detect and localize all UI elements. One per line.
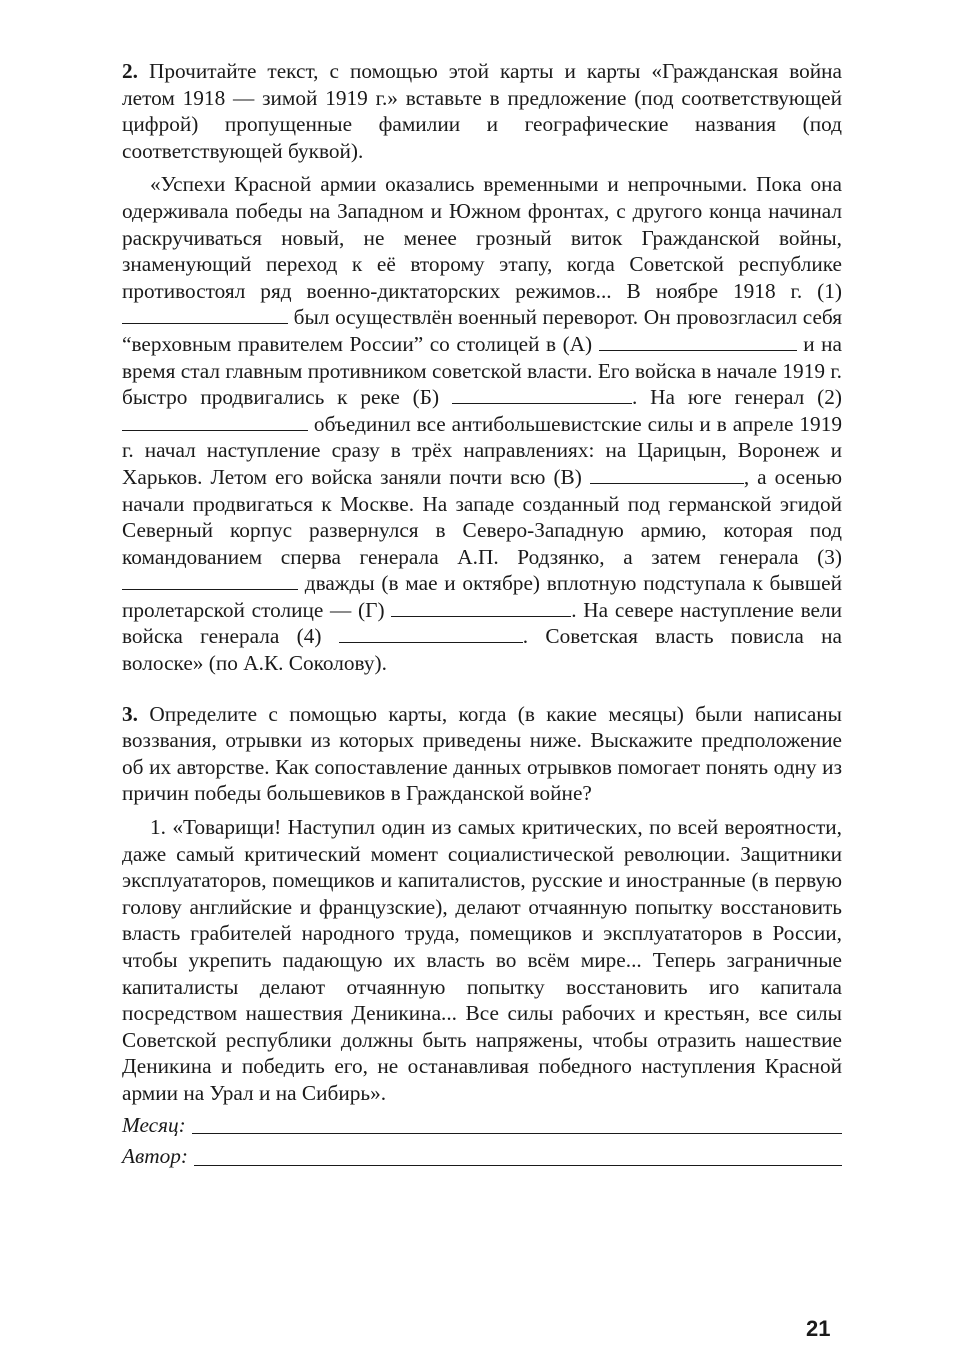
- passage-part: . На севере наступление вели войска генерала (4): [122, 597, 842, 649]
- blank-a[interactable]: [599, 333, 797, 351]
- blank-2[interactable]: [122, 413, 308, 431]
- task-2-intro: [122, 58, 842, 164]
- blank-1[interactable]: [122, 306, 288, 324]
- author-answer-row: [122, 1143, 842, 1170]
- task-2-number: 2.: [122, 59, 138, 83]
- blank-v[interactable]: [590, 466, 744, 484]
- author-label: Автор:: [122, 1144, 189, 1169]
- task-3-number: 3.: [122, 701, 138, 726]
- page-content: [122, 58, 842, 1170]
- blank-3[interactable]: [122, 572, 298, 590]
- month-label: Месяц:: [122, 1112, 186, 1137]
- author-answer-line[interactable]: [194, 1147, 842, 1166]
- month-answer-row: [122, 1112, 842, 1139]
- task-2-passage: [122, 171, 842, 676]
- blank-b[interactable]: [452, 386, 632, 404]
- passage-part: и на время стал главным противником советской власти. Его войска в начале 1919 г. быстро продвигались к реке (Б): [122, 331, 842, 410]
- passage-part: дважды (в мае и октябре) вплотную подступала к бывшей пролетарской столице — (Г): [122, 571, 842, 622]
- passage-part: объединил все антибольшевистские силы и в апреле 1919 г. начал наступление сразу в трёх направлениях: на Царицын, Воронеж и Харьков. Летом его войска заняли почти всю (В): [122, 411, 842, 489]
- task-3-intro-text: Определите с помощью карты, когда (в какие месяцы) были написаны воззвания, отрывки из которых приведены ниже. Выскажите предположение об их авторстве. Как сопоставление данных отрывков помогает понять одну из причин победы большевиков в Гражданской войне?: [122, 701, 842, 806]
- task-2-intro-text: Прочитайте текст, с помощью этой карты и карты «Гражданская война летом 1918 — зимой 1919 г.» вставьте в предложение (под соответствующей цифрой) пропущенные фамилии и географические названия (под соответствующей буквой).: [122, 59, 842, 163]
- month-answer-line[interactable]: [192, 1115, 842, 1134]
- passage-part: «Успехи Красной армии оказались временными и непрочными. Пока она одерживала победы на Западном и Южном фронтах, с другого конца начинал раскручиваться новый, не менее грозный виток Гражданской войны, знаменующий переход к её второму этапу, когда Советской республике противостоял ряд военно-диктаторских режимов... В ноябре 1918 г. (1): [122, 172, 842, 303]
- blank-4[interactable]: [339, 625, 523, 643]
- passage-part: . На юге генерал (2): [631, 385, 842, 410]
- passage-part: . Советская власть повисла на волоске» (по А.К. Соколову).: [122, 624, 843, 676]
- blank-g[interactable]: [391, 599, 571, 617]
- task-3-quote: 1. «Товарищи! Наступил один из самых критических, по всей вероятности, даже самый критический момент социалистической революции. Защитники эксплуататоров, помещиков и капиталистов, русские и иностранные (в первую голову английские и французские), делают отчаянную попытку восстановить власть грабителей народного труда, помещиков и эксплуататоров в России, чтобы укрепить падающую их власть во всём мире... Теперь заграничные капиталисты делают отчаянную попытку восстановить иго капитала посредством нашествия Деникина... Все силы рабочих и крестьян, все силы Советской республики должны быть напряжены, чтобы отразить нашествие Деникина и победить его, не останавливая победного наступления Красной армии на Урал и на Сибирь».: [122, 815, 842, 1105]
- task-3-intro: [122, 701, 842, 807]
- passage-part: был осуществлён военный переворот. Он провозгласил себя “верховным правителем России” со столицей в (А): [122, 305, 842, 356]
- page-number: 21: [806, 1316, 831, 1341]
- passage-part: , а осенью начали продвигаться к Москве. На западе созданный под германской эгидой Северный корпус развернулся в Северо-Западную армию, которая под командованием сперва генерала А.П. Родзянко, а затем генерала (3): [122, 464, 842, 569]
